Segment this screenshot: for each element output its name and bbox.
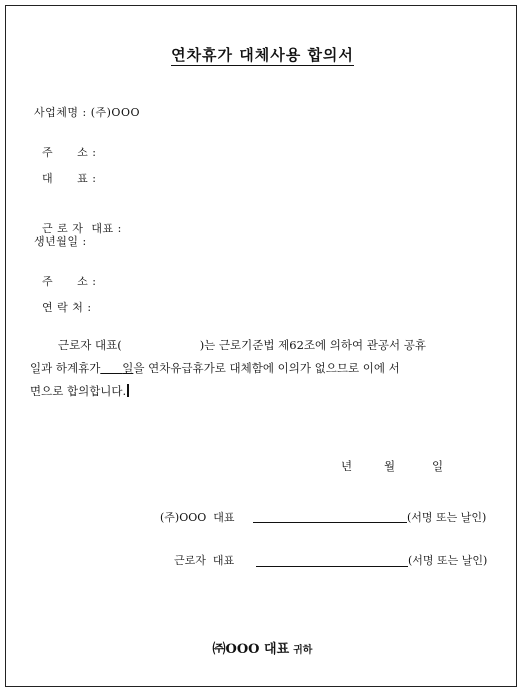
contact-label: 연 락 처 : <box>42 301 92 314</box>
agreement-text-line-2 <box>30 360 400 376</box>
company-name-label: 사업체명 : <box>34 106 87 119</box>
date-year: 년 <box>341 459 353 473</box>
date-day: 일 <box>432 459 444 473</box>
birth-date-label: 생년월일 : <box>34 235 87 248</box>
worker-signature-line[interactable] <box>256 566 408 567</box>
addressee-name: ㈜OOO 대표 <box>212 642 290 657</box>
company-name-value: (주)OOO <box>90 106 140 119</box>
line1-part-b: )는 근로기준법 제62조에 의하여 관공서 공휴 <box>199 338 426 352</box>
agreement-text-line-1 <box>58 337 426 353</box>
line2-part-a: 일과 하계휴가 <box>30 361 101 375</box>
company-rep-label: 대 표 : <box>42 172 97 185</box>
date-month: 월 <box>384 459 396 473</box>
agreement-text-line-3 <box>30 383 129 399</box>
worker-signature-note: (서명 또는 날인) <box>408 554 488 567</box>
holiday-days-blank[interactable] <box>100 361 133 375</box>
addressee <box>0 638 525 657</box>
company-signature-line[interactable] <box>253 522 407 523</box>
line2-part-c: 을 연차유급휴가로 대체함에 이의가 없으므로 이에 서 <box>133 361 400 375</box>
company-address-field <box>34 131 96 160</box>
company-name-field <box>34 104 140 120</box>
worker-address-label: 주 소 : <box>42 275 97 288</box>
line3-text: 면으로 합의합니다. <box>30 384 127 398</box>
worker-rep-field <box>34 207 122 236</box>
worker-address-field <box>34 260 96 289</box>
birth-date-field <box>34 233 87 249</box>
text-cursor <box>127 384 129 397</box>
worker-signature-label: 근로자 대표 <box>174 554 235 567</box>
company-address-label: 주 소 : <box>42 146 97 159</box>
company-signature-note: (서명 또는 날인) <box>407 511 487 524</box>
contact-field <box>34 286 92 315</box>
company-rep-field <box>34 157 96 186</box>
document-title: 연차휴가 대체사용 합의서 <box>171 46 354 64</box>
company-signature-label: (주)OOO 대표 <box>160 511 235 524</box>
addressee-suffix: 귀하 <box>293 645 313 656</box>
worker-rep-label: 근 로 자 대표 : <box>42 222 122 235</box>
line1-part-a: 근로자 대표( <box>58 338 122 352</box>
line2-part-b: 일 <box>122 361 134 375</box>
